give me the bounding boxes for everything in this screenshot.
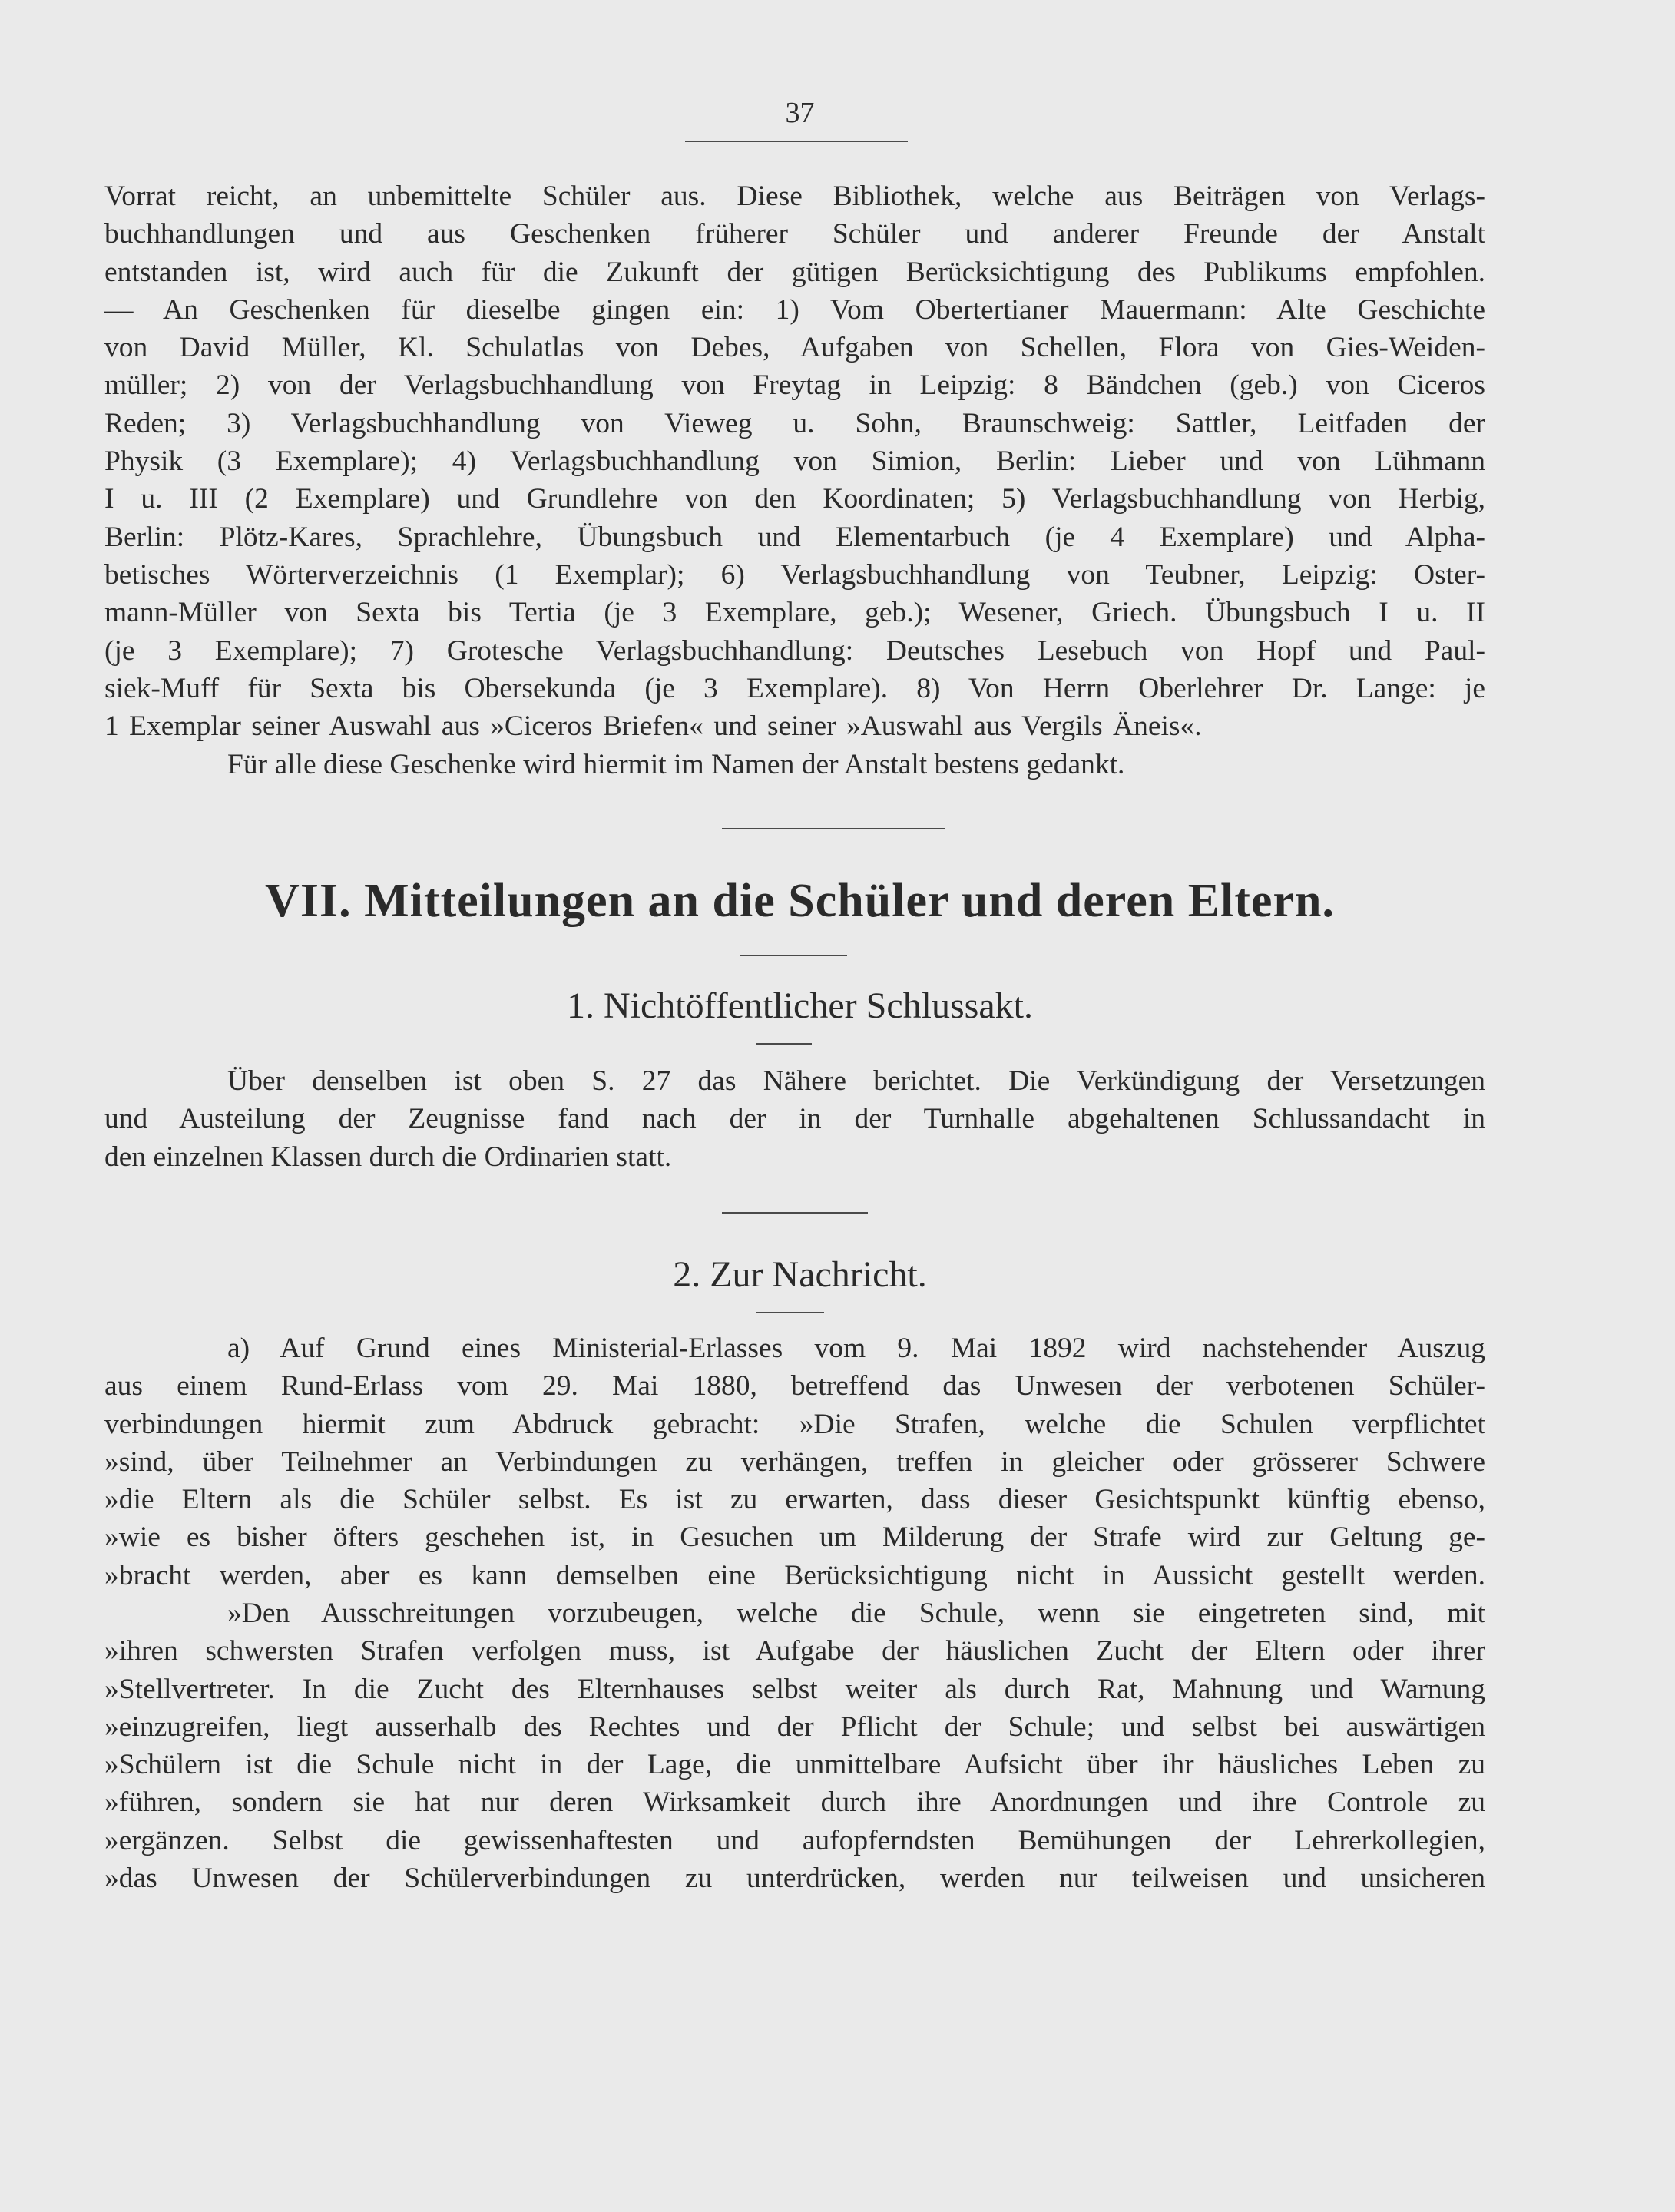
text-line: »ihren schwersten Strafen verfolgen muss, ist Aufgabe der häuslichen Zucht der Eltern oder ihrer — [104, 1635, 1485, 1667]
text-line: »Schülern ist die Schule nicht in der Lage, die unmittelbare Aufsicht über ihr häusliches Leben zu — [104, 1749, 1485, 1781]
text-line: a) Auf Grund eines Ministerial-Erlasses vom 9. Mai 1892 wird nachstehender Auszug — [227, 1333, 1485, 1364]
text-line: »bracht werden, aber es kann demselben eine Berücksichtigung nicht in Aussicht gestellt werden. — [104, 1559, 1485, 1591]
page-number: 37 — [785, 97, 815, 129]
section-divider — [722, 1212, 868, 1214]
text-line: »wie es bisher öfters geschehen ist, in Gesuchen um Milderung der Strafe wird zur Geltung ge- — [104, 1522, 1485, 1554]
section-vii-title: VII. Mitteilungen an die Schüler und deren Eltern. — [265, 875, 1335, 927]
header-rule — [685, 141, 908, 142]
text-line: »das Unwesen der Schülerverbindungen zu unterdrücken, werden nur teilweisen und unsicheren — [104, 1863, 1485, 1895]
section-divider — [722, 828, 945, 830]
text-line: buchhandlungen und aus Geschenken früherer Schüler und anderer Freunde der Anstalt — [104, 218, 1485, 250]
text-line: und Austeilung der Zeugnisse fand nach der in der Turnhalle abgehaltenen Schlussandacht in — [104, 1103, 1485, 1135]
text-line: Vorrat reicht, an unbemittelte Schüler aus. Diese Bibliothek, welche aus Beiträgen von Verlags- — [104, 180, 1485, 212]
subsection-1-title: 1. Nichtöffentlicher Schlussakt. — [567, 985, 1033, 1026]
text-line: aus einem Rund-Erlass vom 29. Mai 1880, betreffend das Unwesen der verbotenen Schüler- — [104, 1370, 1485, 1402]
text-line: — An Geschenken für dieselbe gingen ein: 1) Vom Obertertianer Mauermann: Alte Geschichte — [104, 293, 1485, 326]
text-line: »die Eltern als die Schüler selbst. Es ist zu erwarten, dass dieser Gesichtspunkt künftig ebenso, — [104, 1484, 1485, 1516]
text-line: verbindungen hiermit zum Abdruck gebracht: »Die Strafen, welche die Schulen verpflichtet — [104, 1408, 1485, 1440]
text-line: »Stellvertreter. In die Zucht des Elternhauses selbst weiter als durch Rat, Mahnung und Warnung — [104, 1673, 1485, 1705]
text-line: »Den Ausschreitungen vorzubeugen, welche die Schule, wenn sie eingetreten sind, mit — [227, 1598, 1485, 1629]
text-line: »führen, sondern sie hat nur deren Wirksamkeit durch ihre Anordnungen und ihre Controle zu — [104, 1786, 1485, 1819]
text-line: Über denselben ist oben S. 27 das Nähere berichtet. Die Verkündigung der Versetzungen — [227, 1065, 1485, 1097]
text-line: (je 3 Exemplare); 7) Grotesche Verlagsbuchhandlung: Deutsches Lesebuch von Hopf und Paul- — [104, 634, 1485, 667]
text-line: I u. III (2 Exemplare) und Grundlehre von den Koordinaten; 5) Verlagsbuchhandlung von Herbig, — [104, 483, 1485, 515]
paragraph-a — [104, 1330, 1485, 1594]
text-line: betisches Wörterverzeichnis (1 Exemplar); 6) Verlagsbuchhandlung von Teubner, Leipzig: Oster- — [104, 558, 1485, 591]
text-line: »sind, über Teilnehmer an Verbindungen zu verhängen, treffen in gleicher oder grösserer Schwere — [104, 1445, 1485, 1478]
intro-paragraph — [104, 177, 1485, 745]
subsection-2-title: 2. Zur Nachricht. — [673, 1254, 927, 1295]
subsection-1-paragraph — [104, 1062, 1485, 1176]
text-line: siek-Muff für Sexta bis Obersekunda (je 3 Exemplare). 8) Von Herrn Oberlehrer Dr. Lange: je — [104, 672, 1485, 704]
text-line: müller; 2) von der Verlagsbuchhandlung von Freytag in Leipzig: 8 Bändchen (geb.) von Ciceros — [104, 369, 1485, 402]
subtitle-underline — [756, 1312, 824, 1313]
thanks-line: Für alle diese Geschenke wird hiermit im Namen der Anstalt bestens gedankt. — [227, 749, 1125, 780]
text-line: Reden; 3) Verlagsbuchhandlung von Vieweg u. Sohn, Braunschweig: Sattler, Leitfaden der — [104, 407, 1485, 439]
text-line: »einzugreifen, liegt ausserhalb des Rechtes und der Pflicht der Schule; und selbst bei auswärtigen — [104, 1710, 1485, 1743]
text-line: den einzelnen Klassen durch die Ordinarien statt. — [104, 1141, 672, 1173]
text-line: 1 Exemplar seiner Auswahl aus »Ciceros Briefen« und seiner »Auswahl aus Vergils Äneis«. — [104, 710, 1202, 743]
text-line: »ergänzen. Selbst die gewissenhaftesten und aufopferndsten Bemühungen der Lehrerkollegien, — [104, 1824, 1485, 1856]
text-line: entstanden ist, wird auch für die Zukunft der gütigen Berücksichtigung des Publikums empfohlen. — [104, 256, 1485, 288]
text-line: Physik (3 Exemplare); 4) Verlagsbuchhandlung von Simion, Berlin: Lieber und von Lühmann — [104, 445, 1485, 478]
text-line: mann-Müller von Sexta bis Tertia (je 3 Exemplare, geb.); Wesener, Griech. Übungsbuch I u. II — [104, 597, 1485, 629]
paragraph-quote-continued — [104, 1594, 1485, 1897]
text-line: von David Müller, Kl. Schulatlas von Debes, Aufgaben von Schellen, Flora von Gies-Weiden- — [104, 332, 1485, 364]
title-underline — [740, 955, 847, 956]
subtitle-underline — [756, 1043, 812, 1045]
text-line: Berlin: Plötz-Kares, Sprachlehre, Übungsbuch und Elementarbuch (je 4 Exemplare) und Alpha- — [104, 521, 1485, 553]
